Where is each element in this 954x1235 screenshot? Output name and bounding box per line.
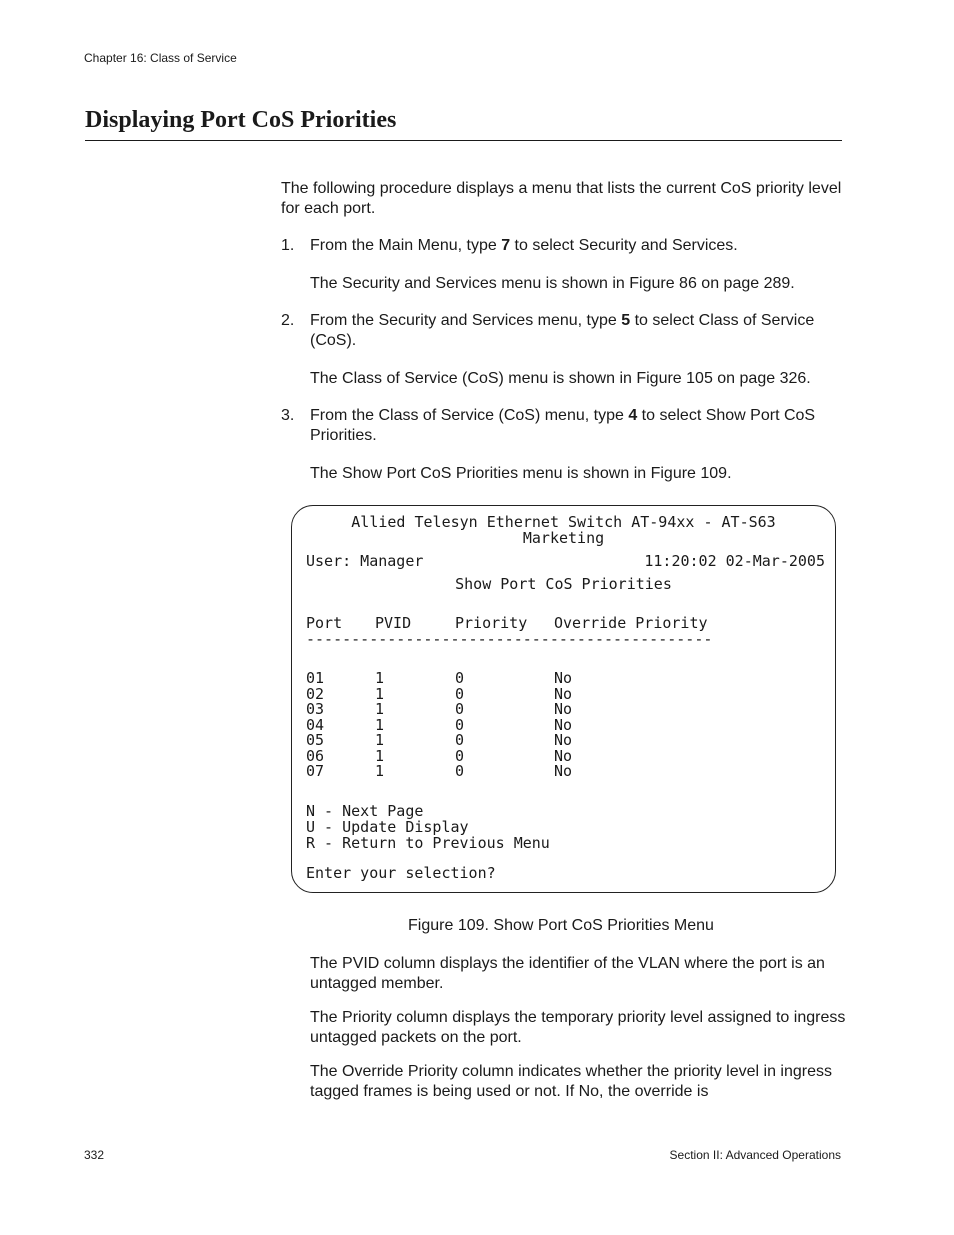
column-header-pvid: PVID	[375, 614, 412, 632]
step-note: The Class of Service (CoS) menu is shown in Figure 105 on page 326.	[310, 370, 811, 387]
cell-override: No	[554, 669, 573, 687]
cell-priority: 0	[455, 731, 465, 749]
explanation-pvid: The PVID column displays the identifier of the VLAN where the port is an untagged member.	[310, 955, 825, 992]
cell-pvid: 1	[375, 715, 385, 734]
cell-pvid: 1	[375, 684, 385, 703]
column-header-override-priority: Override Priority	[554, 614, 708, 632]
terminal-user: User: Manager	[306, 552, 424, 570]
cell-override: No	[554, 746, 573, 765]
terminal-divider: ---------------------------------------------	[306, 630, 713, 648]
cell-pvid: 1	[375, 700, 385, 718]
cell-port: 03	[306, 700, 325, 718]
title-rule	[85, 140, 842, 141]
terminal-banner: Allied Telesyn Ethernet Switch AT-94xx - AT-S63	[351, 513, 776, 531]
cell-port: 02	[306, 684, 325, 703]
terminal-system-name: Marketing	[522, 529, 605, 547]
step-text: to select Class of Service (CoS).	[310, 312, 815, 349]
menu-option-return[interactable]: R - Return to Previous Menu	[306, 834, 550, 852]
explanation-override: The Override Priority column indicates whether the priority level in ingress tagged frames is being used or not. If No, the override is	[310, 1063, 832, 1100]
cell-override: No	[554, 715, 573, 734]
cell-override: No	[554, 731, 573, 749]
step-number: 3.	[281, 407, 295, 424]
terminal-menu-title: Show Port CoS Priorities	[455, 575, 672, 593]
cell-pvid: 1	[375, 762, 385, 780]
step-key: 5	[621, 312, 631, 329]
selection-prompt[interactable]: Enter your selection?	[306, 864, 496, 882]
cell-pvid: 1	[375, 731, 385, 749]
cell-priority: 0	[455, 762, 465, 780]
cell-priority: 0	[455, 684, 465, 703]
step-2	[281, 311, 846, 351]
column-header-port: Port	[306, 614, 343, 632]
cell-port: 07	[306, 762, 325, 780]
running-header: Chapter 16: Class of Service	[84, 51, 237, 65]
intro-paragraph: The following procedure displays a menu that lists the current CoS priority level for each port.	[281, 180, 842, 217]
cell-priority: 0	[455, 746, 465, 765]
step-text: From the Main Menu, type	[310, 237, 502, 254]
page-number: 332	[84, 1148, 105, 1162]
step-key: 7	[501, 237, 511, 254]
step-text: to select Security and Services.	[510, 237, 738, 254]
cell-override: No	[554, 700, 573, 718]
cell-pvid: 1	[375, 669, 385, 687]
footer-section: Section II: Advanced Operations	[669, 1148, 841, 1162]
cell-pvid: 1	[375, 746, 385, 765]
terminal-datetime: 11:20:02 02-Mar-2005	[644, 552, 825, 570]
cell-port: 04	[306, 715, 325, 734]
step-number: 2.	[281, 312, 295, 329]
step-note: The Security and Services menu is shown in Figure 86 on page 289.	[310, 275, 795, 292]
step-key: 4	[628, 407, 638, 424]
body-text	[281, 179, 846, 484]
step-number: 1.	[281, 237, 295, 254]
menu-option-update-display[interactable]: U - Update Display	[306, 818, 469, 836]
cell-priority: 0	[455, 700, 465, 718]
cell-port: 05	[306, 731, 325, 749]
step-note: The Show Port CoS Priorities menu is shown in Figure 109.	[310, 465, 732, 482]
explanation-priority: The Priority column displays the temporary priority level assigned to ingress untagged packets on the port.	[310, 1009, 846, 1046]
step-text: From the Class of Service (CoS) menu, type	[310, 407, 629, 424]
cell-priority: 0	[455, 715, 465, 734]
cell-override: No	[554, 762, 573, 780]
cell-port: 01	[306, 669, 325, 687]
step-text: From the Security and Services menu, type	[310, 312, 622, 329]
cell-override: No	[554, 684, 573, 703]
column-header-priority: Priority	[455, 614, 528, 632]
page-title: Displaying Port CoS Priorities	[85, 107, 397, 133]
step-text: to select Show Port CoS Priorities.	[310, 407, 816, 444]
menu-option-next-page[interactable]: N - Next Page	[306, 802, 424, 820]
cell-port: 06	[306, 746, 325, 765]
terminal-screen	[291, 505, 836, 893]
step-3	[281, 406, 846, 446]
figure-caption: Figure 109. Show Port CoS Priorities Menu	[408, 917, 714, 934]
step-1	[281, 236, 846, 256]
cell-priority: 0	[455, 669, 465, 687]
